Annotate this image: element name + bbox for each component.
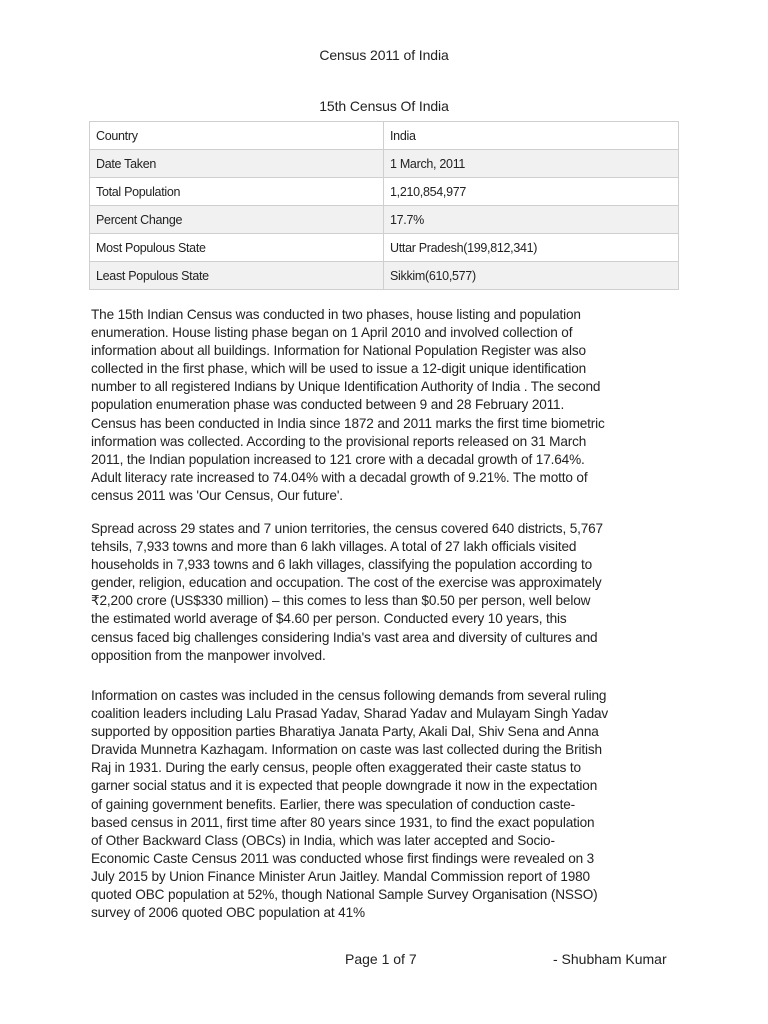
text-line: ₹2,200 crore (US$330 million) – this comes to less than $0.50 per person, well below	[91, 593, 591, 609]
text-line: collected in the first phase, which will be used to issue a 12-digit unique identification	[91, 361, 587, 377]
text-line: population enumeration phase was conducted between 9 and 28 February 2011.	[91, 397, 565, 413]
text-line: garner social status and it is expected that people downgrade it now in the expectation	[91, 778, 598, 794]
text-line: Dravida Munnetra Kazhagam. Information on caste was last collected during the British	[91, 742, 602, 758]
text-line: of gaining government benefits. Earlier, there was speculation of conduction caste-	[91, 796, 576, 812]
census-info-table	[89, 121, 679, 290]
row-label: Percent Change	[90, 206, 384, 234]
text-line: survey of 2006 quoted OBC population at 41%	[91, 905, 365, 921]
row-label: Most Populous State	[90, 234, 384, 262]
document-title: Census 2011 of India	[319, 47, 449, 63]
text-line: supported by opposition parties Bharatiya Janata Party, Akali Dal, Shiv Sena and Anna	[91, 724, 599, 740]
row-value: 17.7%	[384, 206, 679, 234]
text-line: Economic Caste Census 2011 was conducted whose first findings were revealed on 3	[91, 850, 595, 866]
text-line: July 2015 by Union Finance Minister Arun Jaitley. Mandal Commission report of 1980	[91, 868, 590, 884]
row-value: 1 March, 2011	[384, 150, 679, 178]
text-line: information about all buildings. Information for National Population Register was also	[91, 343, 586, 359]
table-row	[90, 262, 679, 290]
table-caption: 15th Census Of India	[319, 98, 449, 114]
text-line: opposition from the manpower involved.	[91, 647, 326, 663]
text-line: coalition leaders including Lalu Prasad Yadav, Sharad Yadav and Mulayam Singh Yadav	[91, 706, 609, 722]
row-label: Country	[90, 122, 384, 150]
row-label: Least Populous State	[90, 262, 384, 290]
text-line: The 15th Indian Census was conducted in two phases, house listing and population	[91, 307, 581, 322]
table-row	[90, 122, 679, 150]
text-line: number to all registered Indians by Unique Identification Authority of India . The second	[91, 379, 601, 395]
row-label: Total Population	[90, 178, 384, 206]
table-row	[90, 178, 679, 206]
text-line: based census in 2011, first time after 80 years since 1931, to find the exact population	[91, 814, 595, 830]
page-number: Page 1 of 7	[345, 951, 417, 967]
table-row	[90, 234, 679, 262]
text-line: Adult literacy rate increased to 74.04% with a decadal growth of 9.21%. The motto of	[91, 469, 588, 485]
text-line: 2011, the Indian population increased to 121 crore with a decadal growth of 17.64%.	[91, 451, 585, 467]
paragraph-coverage	[91, 520, 691, 665]
text-line: households in 7,933 towns and 6 lakh villages, classifying the population according to	[91, 557, 592, 573]
text-line: quoted OBC population at 52%, though National Sample Survey Organisation (NSSO)	[91, 887, 598, 903]
table-row	[90, 150, 679, 178]
text-line: Spread across 29 states and 7 union territories, the census covered 640 districts, 5,767	[91, 521, 603, 536]
row-label: Date Taken	[90, 150, 384, 178]
paragraph-castes	[91, 687, 691, 922]
text-line: information was collected. According to the provisional reports released on 31 March	[91, 433, 587, 449]
table-row	[90, 206, 679, 234]
text-line: census faced big challenges considering India's vast area and diversity of cultures and	[91, 629, 598, 645]
row-value: India	[384, 122, 679, 150]
row-value: Uttar Pradesh(199,812,341)	[384, 234, 679, 262]
text-line: Information on castes was included in the census following demands from several ruling	[91, 688, 607, 703]
author-credit: - Shubham Kumar	[553, 951, 667, 967]
text-line: tehsils, 7,933 towns and more than 6 lakh villages. A total of 27 lakh officials visited	[91, 539, 577, 555]
text-line: enumeration. House listing phase began on 1 April 2010 and involved collection of	[91, 325, 573, 341]
text-line: of Other Backward Class (OBCs) in India, which was later accepted and Socio-	[91, 832, 555, 848]
text-line: census 2011 was 'Our Census, Our future'.	[91, 487, 343, 503]
text-line: Raj in 1931. During the early census, people often exaggerated their caste status to	[91, 760, 581, 776]
row-value: Sikkim(610,577)	[384, 262, 679, 290]
text-line: the estimated world average of $4.60 per person. Conducted every 10 years, this	[91, 611, 567, 627]
paragraph-phases	[91, 306, 691, 505]
row-value: 1,210,854,977	[384, 178, 679, 206]
text-line: Census has been conducted in India since 1872 and 2011 marks the first time biometric	[91, 415, 605, 431]
text-line: gender, religion, education and occupation. The cost of the exercise was approximately	[91, 575, 602, 591]
